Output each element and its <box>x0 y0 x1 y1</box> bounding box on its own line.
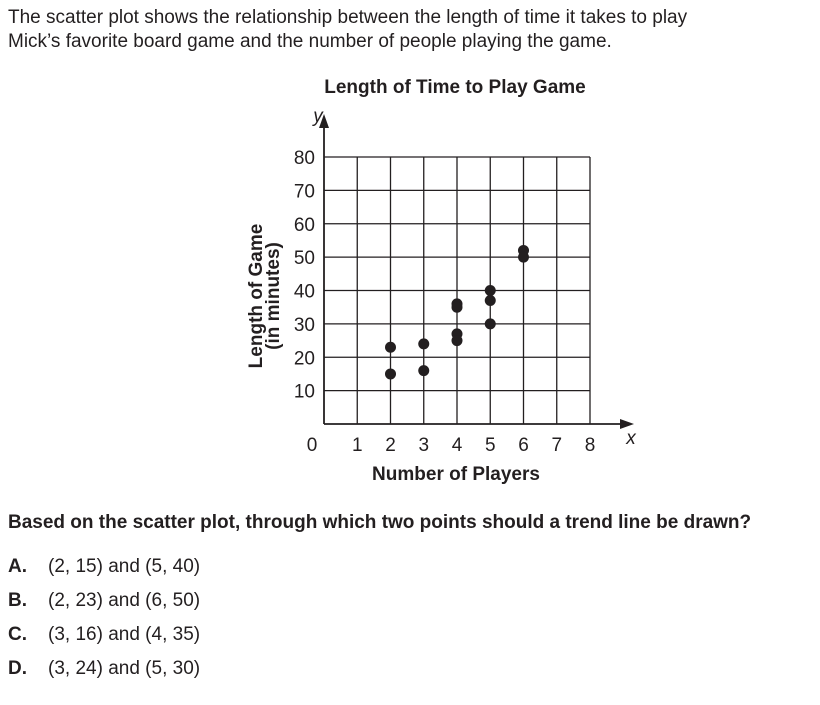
data-point-4 <box>418 365 429 376</box>
question-text: Based on the scatter plot, through which two points should a trend line be drawn? <box>8 512 752 533</box>
y-axis-label-line-1: Length of Game <box>246 223 267 369</box>
choice-b-letter: B. <box>8 590 27 611</box>
x-tick-label-4: 4 <box>451 435 463 456</box>
data-point-9 <box>485 285 496 296</box>
y-tick-label-20: 20 <box>293 348 315 370</box>
y-tick-label-30: 30 <box>293 314 315 336</box>
chart-title: Length of Time to Play Game <box>324 77 586 98</box>
data-point-11 <box>485 318 496 329</box>
choice-c[interactable] <box>8 623 200 657</box>
data-point-1 <box>385 342 396 353</box>
choice-d-letter: D. <box>8 658 27 679</box>
data-point-10 <box>485 295 496 306</box>
y-axis-label-line-2: (in minutes) <box>263 242 284 350</box>
y-tick-label-80: 80 <box>293 148 315 169</box>
y-tick-label-10: 10 <box>293 381 315 403</box>
choice-c-text: (3, 16) and (4, 35) <box>48 624 201 645</box>
x-axis-label: Number of Players <box>372 464 540 485</box>
x-tick-label-3: 3 <box>418 435 430 456</box>
x-tick-label-5: 5 <box>484 435 496 456</box>
answer-choices <box>8 555 200 691</box>
data-point-13 <box>518 252 529 263</box>
intro-line-1: The scatter plot shows the relationship between the length of time it takes to play <box>8 7 688 28</box>
y-tick-label-70: 70 <box>293 181 315 203</box>
x-axis-letter: x <box>626 428 636 449</box>
y-axis-letter: y <box>313 106 323 127</box>
choice-d-text: (3, 24) and (5, 30) <box>48 658 201 679</box>
choice-a-letter: A. <box>8 556 27 577</box>
data-point-2 <box>385 368 396 379</box>
choice-a-text: (2, 15) and (5, 40) <box>48 556 201 577</box>
x-tick-label-8: 8 <box>584 435 596 456</box>
choice-b[interactable] <box>8 589 200 623</box>
choice-c-letter: C. <box>8 624 27 645</box>
intro-line-2: Mick’s favorite board game and the number of people playing the game. <box>8 31 612 52</box>
choice-d[interactable] <box>8 657 200 691</box>
x-tick-label-7: 7 <box>551 435 563 456</box>
y-tick-label-40: 40 <box>293 281 315 303</box>
data-point-3 <box>418 338 429 349</box>
chart-tick-labels <box>294 148 595 456</box>
choice-a[interactable] <box>8 555 200 589</box>
choice-b-text: (2, 23) and (6, 50) <box>48 590 201 611</box>
chart-axes <box>319 114 634 429</box>
x-tick-label-2: 2 <box>385 435 396 456</box>
data-point-6 <box>452 302 463 313</box>
y-tick-label-50: 50 <box>293 248 315 270</box>
y-tick-label-60: 60 <box>293 214 315 236</box>
origin-label: 0 <box>306 435 318 456</box>
x-tick-label-6: 6 <box>518 435 529 456</box>
data-point-8 <box>452 335 463 346</box>
x-tick-label-1: 1 <box>351 435 363 456</box>
chart-grid <box>324 157 590 424</box>
